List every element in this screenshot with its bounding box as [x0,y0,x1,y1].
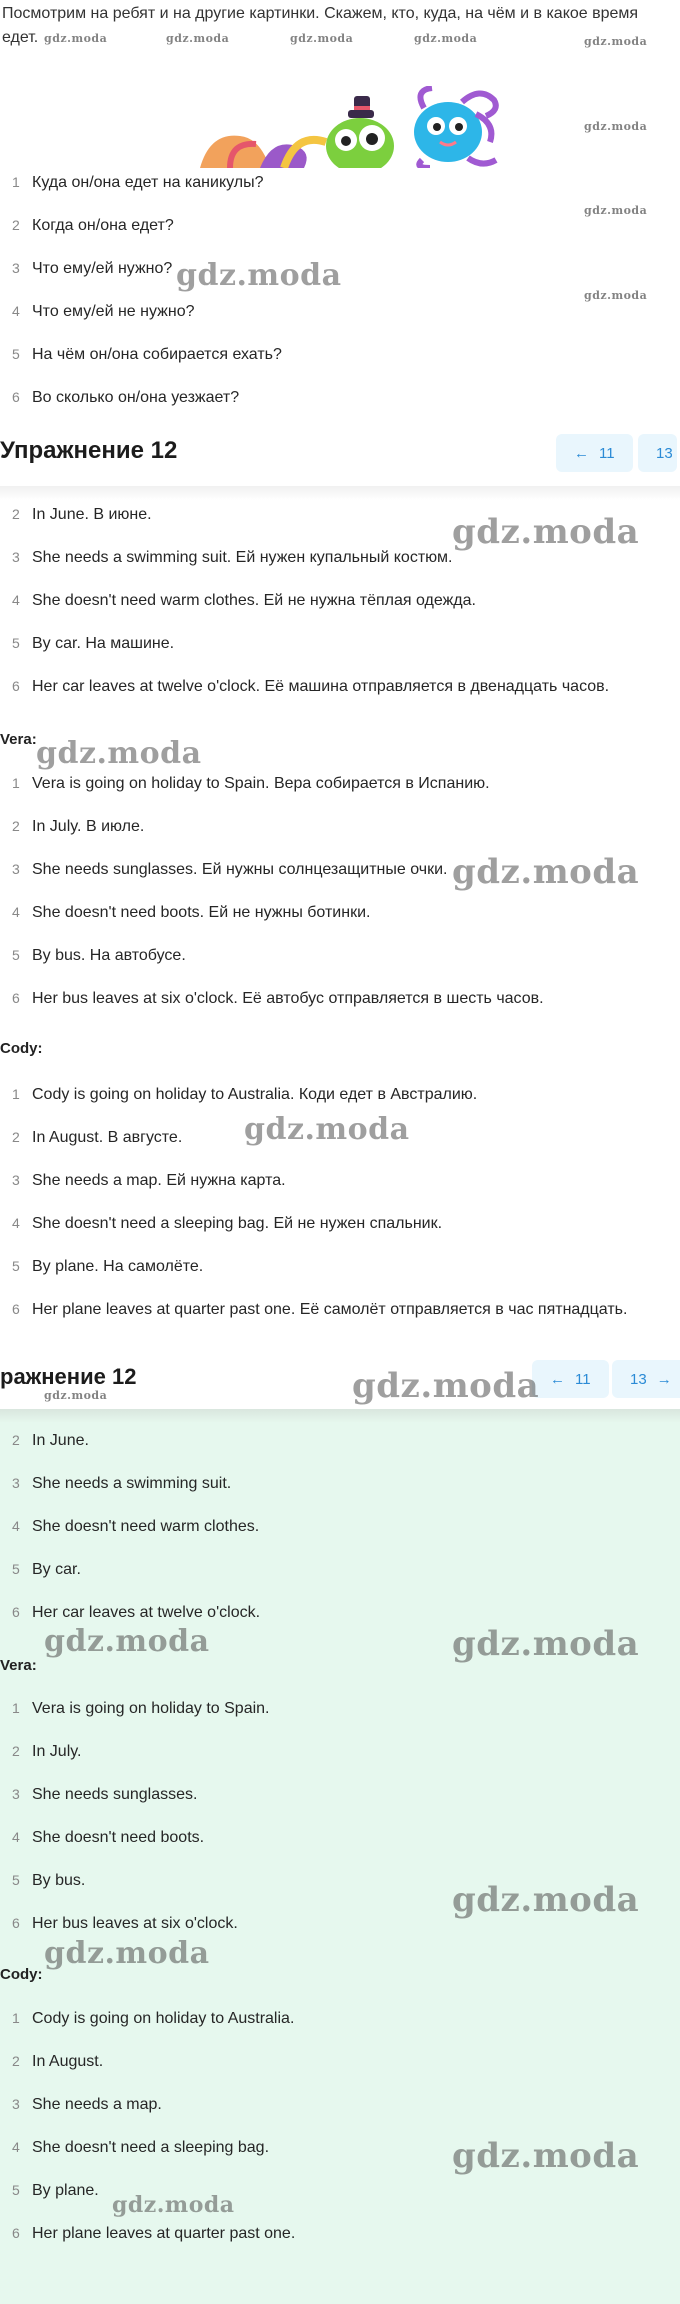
cody-label: Cody: [0,1040,43,1057]
list-item: 2 In July. В июле. [12,818,145,835]
watermark: gdz.moda [290,32,354,45]
list-item: 2 Когда он/она едет? [12,217,174,234]
list-item: 6 Her car leaves at twelve o'clock. Её машина отправляется в двенадцать часов. [12,678,610,695]
watermark: gdz.moda [452,1880,640,1920]
list-item: 4 She doesn't need warm clothes. Ей не нужна тёплая одежда. [12,592,476,609]
watermark: gdz.moda [584,204,648,217]
vera-label: Vera: [0,1657,37,1674]
next-exercise-button[interactable] [638,434,677,472]
watermark: gdz.moda [352,1366,540,1406]
exercise-title-cropped: ражнение 12 [0,1364,137,1389]
watermark: gdz.moda [452,512,640,552]
next-exercise-label: 13 [630,1370,647,1388]
header-shadow [0,1409,680,1423]
answers-vera-list [0,775,680,1033]
list-item: 4 She doesn't need boots. [12,1829,205,1846]
watermark: gdz.moda [44,1389,108,1402]
watermark: gdz.moda [44,1936,210,1971]
arrow-left-icon: ← [550,1370,565,1388]
watermark: gdz.moda [176,258,342,293]
list-item: 2 In August. В августе. [12,1129,183,1146]
watermark: gdz.moda [452,2136,640,2176]
english-first-list [0,1432,680,1647]
watermark: gdz.moda [414,32,478,45]
list-item: 3 She needs a map. [12,2096,162,2113]
list-item: 3 She needs a map. Ей нужна карта. [12,1172,286,1189]
list-item: 5 By bus. На автобусе. [12,947,186,964]
list-item: 6 Her bus leaves at six o'clock. Её автобус отправляется в шесть часов. [12,990,544,1007]
list-item: 6 Her car leaves at twelve o'clock. [12,1604,261,1621]
list-item: 1 Vera is going on holiday to Spain. Вера собирается в Испанию. [12,775,490,792]
list-item: 4 She doesn't need a sleeping bag. Ей не нужен спальник. [12,1215,443,1232]
watermark: gdz.moda [584,120,648,133]
prev-exercise-button[interactable] [532,1360,609,1398]
list-item: 5 By plane. На самолёте. [12,1258,204,1275]
list-item: 5 By car. На машине. [12,635,175,652]
watermark: gdz.moda [584,289,648,302]
vera-label: Vera: [0,731,37,748]
watermark: gdz.moda [44,32,108,45]
list-item: 3 She needs sunglasses. [12,1786,198,1803]
prev-exercise-label: 11 [575,1370,591,1388]
list-item: 2 In July. [12,1743,82,1760]
arrow-right-icon: → [656,1370,672,1388]
arrow-left-icon: ← [574,444,589,462]
list-item: 3 She needs a swimming suit. Ей нужен купальный костюм. [12,549,453,566]
list-item: 2 In June. В июне. [12,506,152,523]
next-exercise-label: 13 [656,444,673,462]
list-item: 4 Что ему/ей не нужно? [12,303,195,320]
prev-exercise-label: 11 [599,444,615,462]
list-item: 3 She needs a swimming suit. [12,1475,232,1492]
questions-list [0,174,680,432]
watermark: gdz.moda [44,1624,210,1659]
list-item: 1 Cody is going on holiday to Australia. [12,2010,295,2027]
list-item: 5 By bus. [12,1872,86,1889]
watermark: gdz.moda [584,35,648,48]
next-exercise-button[interactable] [612,1360,680,1398]
intro-text: Посмотрим на ребят и на другие картинки. Скажем, кто, куда, на чём и в какое время едет. [2,5,639,46]
cody-label: Cody: [0,1966,43,1983]
watermark: gdz.moda [166,32,230,45]
header-shadow [0,486,680,500]
watermark: gdz.moda [452,1624,640,1664]
watermark: gdz.moda [452,852,640,892]
list-item: 5 На чём он/она собирается ехать? [12,346,282,363]
list-item: 4 She doesn't need boots. Ей не нужны ботинки. [12,904,371,921]
exercise-title: Упражнение 12 [0,437,178,464]
list-item: 6 Her plane leaves at quarter past one. Её самолёт отправляется в час пятнадцать. [12,1301,628,1318]
list-item: 1 Cody is going on holiday to Australia. Коди едет в Австралию. [12,1086,478,1103]
monsters-illustration [200,86,500,168]
list-item: 6 Her plane leaves at quarter past one. [12,2225,296,2242]
watermark: gdz.moda [244,1112,410,1147]
prev-exercise-button[interactable] [556,434,633,472]
watermark: gdz.moda [112,2192,235,2218]
list-item: 1 Куда он/она едет на каникулы? [12,174,264,191]
list-item: 5 By plane. [12,2182,99,2199]
list-item: 6 Во сколько он/она уезжает? [12,389,240,406]
list-item: 3 She needs sunglasses. Ей нужны солнцезащитные очки. [12,861,448,878]
list-item: 2 In June. [12,1432,89,1449]
list-item: 4 She doesn't need a sleeping bag. [12,2139,270,2156]
list-item: 6 Her bus leaves at six o'clock. [12,1915,238,1932]
list-item: 4 She doesn't need warm clothes. [12,1518,260,1535]
list-item: 3 Что ему/ей нужно? [12,260,173,277]
list-item: 1 Vera is going on holiday to Spain. [12,1700,270,1717]
list-item: 5 By car. [12,1561,81,1578]
list-item: 2 In August. [12,2053,104,2070]
watermark: gdz.moda [36,736,202,771]
